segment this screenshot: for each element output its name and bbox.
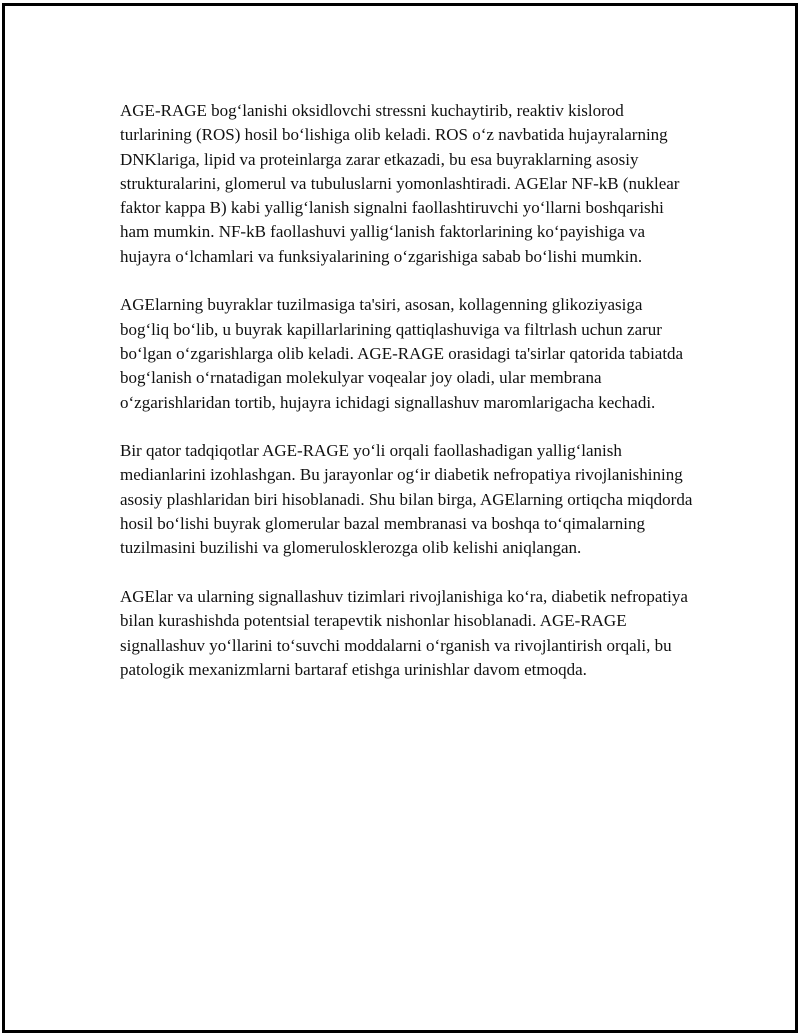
page-frame xyxy=(2,3,798,1033)
paragraph-3: Bir qator tadqiqotlar AGE-RAGE yo‘li orqali faollashadigan yallig‘lanish medianlarini izohlashgan. Bu jarayonlar og‘ir diabetik nefropatiya rivojlanishining asosiy plashlaridan biri hisoblanadi. Shu bilan birga, AGElarning ortiqcha miqdorda hosil bo‘lishi buyrak glomerular bazal membranasi va boshqa to‘qimalarning tuzilmasini buzilishi va glomerulosklerozga olib kelishi aniqlangan. xyxy=(120,441,693,558)
paragraph-2: AGElarning buyraklar tuzilmasiga ta'siri, asosan, kollagenning glikoziyasiga bog‘liq bo‘lib, u buyrak kapillarlarining qattiqlashuviga va filtrlash uchun zarur bo‘lgan o‘zgarishlarga olib keladi. AGE-RAGE orasidagi ta'sirlar qatorida tabiatda bog‘lanish o‘rnatadigan molekulyar voqealar joy oladi, ular membrana o‘zgarishlaridan tortib, hujayra ichidagi signallashuv maromlarigacha kechadi. xyxy=(120,295,684,412)
document-body xyxy=(120,99,695,706)
paragraph-4: AGElar va ularning signallashuv tizimlari rivojlanishiga ko‘ra, diabetik nefropatiya bilan kurashishda potentsial terapevtik nishonlar hisoblanadi. AGE-RAGE signallashuv yo‘llarini to‘suvchi moddalarni o‘rganish va rivojlantirish orqali, bu patologik mexanizmlarni bartaraf etishga urinishlar davom etmoqda. xyxy=(120,586,688,679)
paragraph-1: AGE-RAGE bog‘lanishi oksidlovchi stressni kuchaytirib, reaktiv kislorod turlarining (ROS) hosil bo‘lishiga olib keladi. ROS o‘z navbatida hujayralarning DNKlariga, lipid va proteinlarga zarar etkazadi, bu esa buyraklarning asosiy strukturalarini, glomerul va tubuluslarni yomonlashtiradi. AGElar NF-kB (nuklear faktor kappa B) kabi yallig‘lanish signalni faollashtiruvchi yo‘llarni boshqarishi ham mumkin. NF-kB faollashuvi yallig‘lanish faktorlarining ko‘payishiga va hujayra o‘lchamlari va funksiyalarining o‘zgarishiga sabab bo‘lishi mumkin. xyxy=(120,101,680,266)
